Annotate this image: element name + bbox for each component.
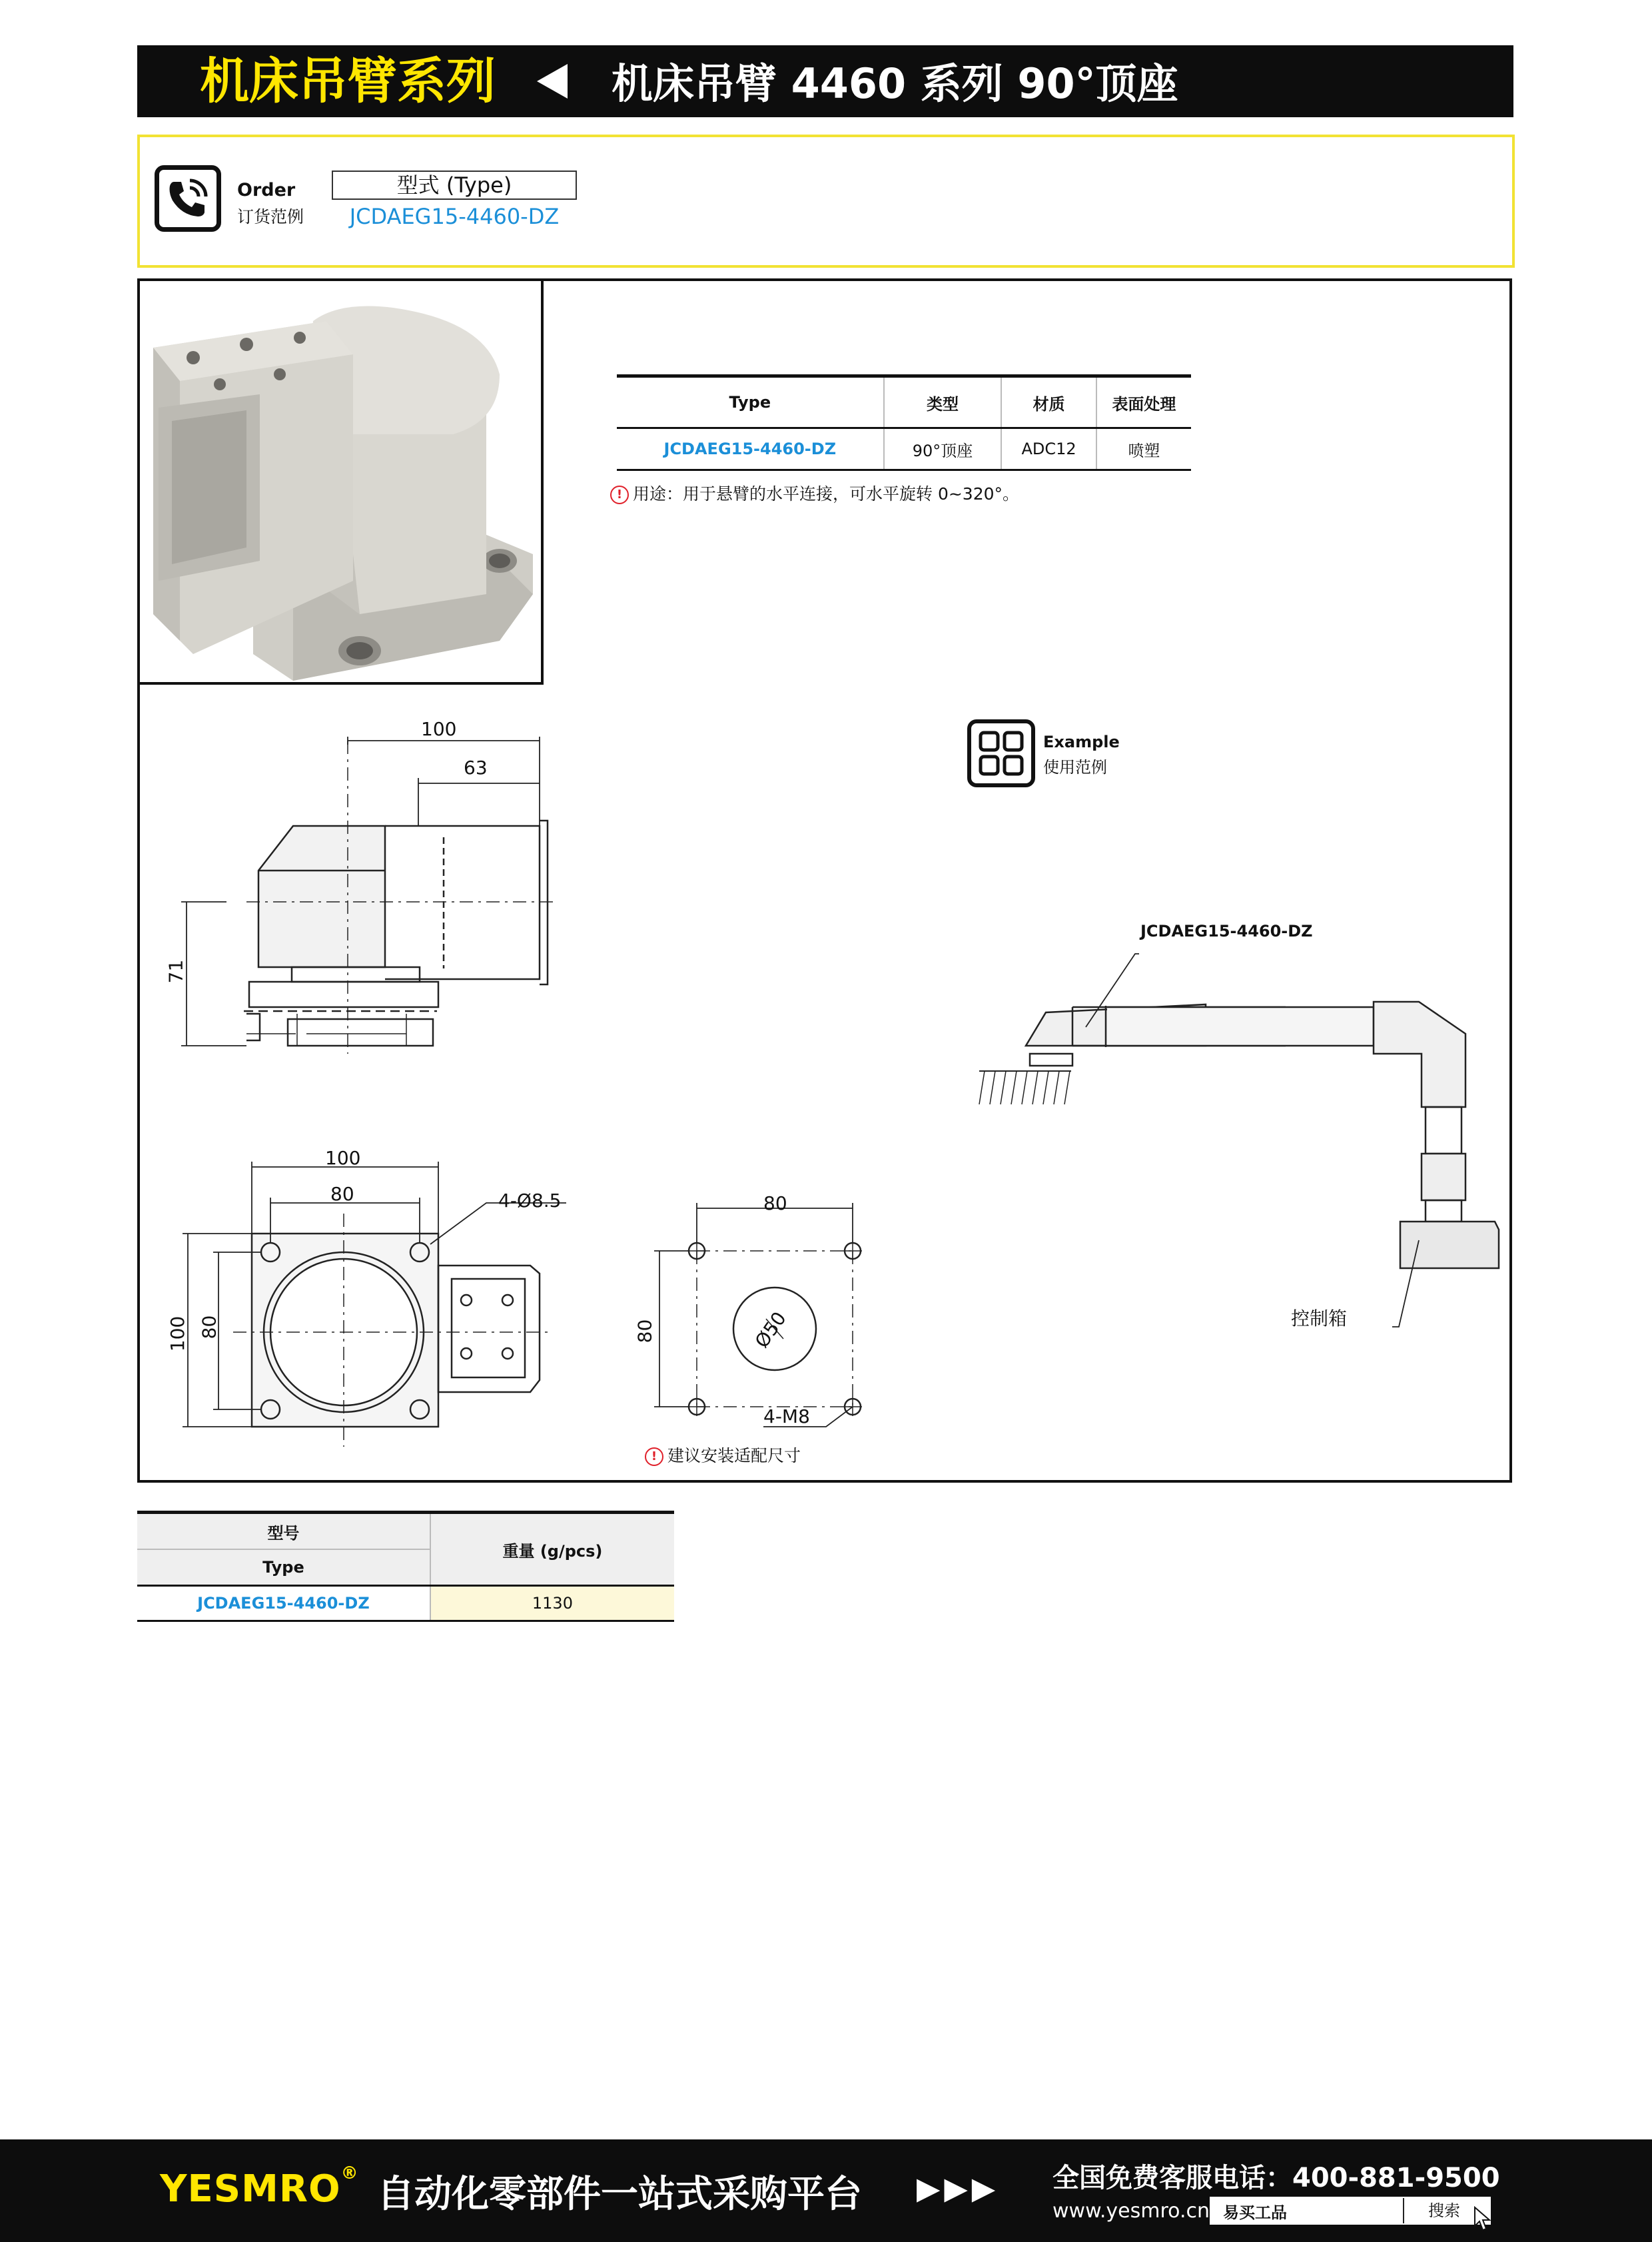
table-row <box>137 1586 674 1621</box>
order-label-en: Order <box>237 180 296 200</box>
spec-header-category: 类型 <box>884 376 1002 428</box>
dim-side-63: 63 <box>464 757 488 779</box>
footer-search-input[interactable]: 易买工品 <box>1223 2203 1287 2222</box>
spec-header-type: Type <box>617 376 884 428</box>
warning-icon: ! <box>645 1447 663 1466</box>
registered-mark: ® <box>340 2163 359 2183</box>
usage-note <box>610 481 1019 505</box>
example-part-label: JCDAEG15-4460-DZ <box>1140 922 1313 940</box>
example-label-zh: 使用范例 <box>1043 758 1107 777</box>
order-label-zh: 订货范例 <box>237 207 304 226</box>
type-value: JCDAEG15-4460-DZ <box>349 204 560 229</box>
weight-header-weight: 重量 (g/pcs) <box>430 1513 674 1586</box>
cursor-icon <box>1473 2206 1492 2233</box>
weight-header-model: 型号 <box>137 1513 430 1550</box>
footer-hotline: 全国免费客服电话：400-881-9500 <box>1052 2163 1500 2193</box>
mount-pattern-drawing <box>654 1203 862 1427</box>
mount-note <box>645 1443 801 1467</box>
spec-cell-category: 90°顶座 <box>884 428 1002 470</box>
brand-logo[interactable] <box>160 2163 359 2211</box>
footer-slogan: 自动化零部件一站式采购平台 <box>377 2173 862 2216</box>
example-box-label: 控制箱 <box>1291 1308 1348 1329</box>
dim-mount-thread: 4-M8 <box>763 1405 810 1427</box>
dim-mount-80: 80 <box>763 1192 787 1214</box>
dim-top-80-vertical: 80 <box>198 1315 220 1339</box>
spec-header-material: 材质 <box>1001 376 1096 428</box>
dim-mount-80-vertical: 80 <box>633 1319 656 1343</box>
series-title: 机床吊臂系列 <box>200 53 496 110</box>
dim-top-100: 100 <box>325 1147 361 1169</box>
side-view-drawing <box>181 737 558 1054</box>
spec-table <box>617 374 1191 471</box>
dim-side-100: 100 <box>421 718 457 740</box>
type-label: 型式 (Type) <box>332 171 577 200</box>
weight-table <box>137 1511 674 1622</box>
table-row <box>617 428 1191 470</box>
footer-site-link[interactable]: www.yesmro.cn <box>1052 2199 1210 2223</box>
spec-cell-finish: 喷塑 <box>1096 428 1191 470</box>
triple-arrow-icon: ▶▶▶ <box>917 2170 1000 2206</box>
example-label-en: Example <box>1043 733 1120 751</box>
dim-top-80: 80 <box>330 1183 354 1205</box>
back-arrow-icon <box>537 64 568 99</box>
phone-icon <box>155 165 221 232</box>
warning-icon: ! <box>610 486 629 504</box>
spec-cell-type: JCDAEG15-4460-DZ <box>663 440 837 458</box>
footer-bar <box>0 2139 1652 2242</box>
dim-holes: 4-Ø8.5 <box>498 1190 562 1212</box>
grid-icon <box>967 719 1035 787</box>
weight-cell-value: 1130 <box>430 1586 674 1621</box>
dim-top-100-vertical: 100 <box>167 1315 189 1352</box>
dim-side-71: 71 <box>165 959 187 984</box>
mount-note-text: 建议安装适配尺寸 <box>667 1446 801 1465</box>
footer-search-button[interactable]: 搜索 <box>1403 2198 1484 2223</box>
order-example-box <box>137 135 1515 268</box>
footer-search-bar <box>1210 2197 1491 2225</box>
weight-header-type: Type <box>137 1549 430 1586</box>
example-drawing <box>979 954 1499 1327</box>
page-title: 机床吊臂 4460 系列 90°顶座 <box>612 59 1178 108</box>
brand-name: YESMRO <box>160 2167 341 2211</box>
weight-cell-type: JCDAEG15-4460-DZ <box>137 1586 430 1621</box>
dim-mount-dia: Ø50 <box>750 1308 791 1352</box>
spec-cell-material: ADC12 <box>1001 428 1096 470</box>
spec-header-finish: 表面处理 <box>1096 376 1191 428</box>
header-bar <box>137 45 1513 117</box>
usage-note-text: 用途：用于悬臂的水平连接，可水平旋转 0~320°。 <box>633 484 1020 504</box>
